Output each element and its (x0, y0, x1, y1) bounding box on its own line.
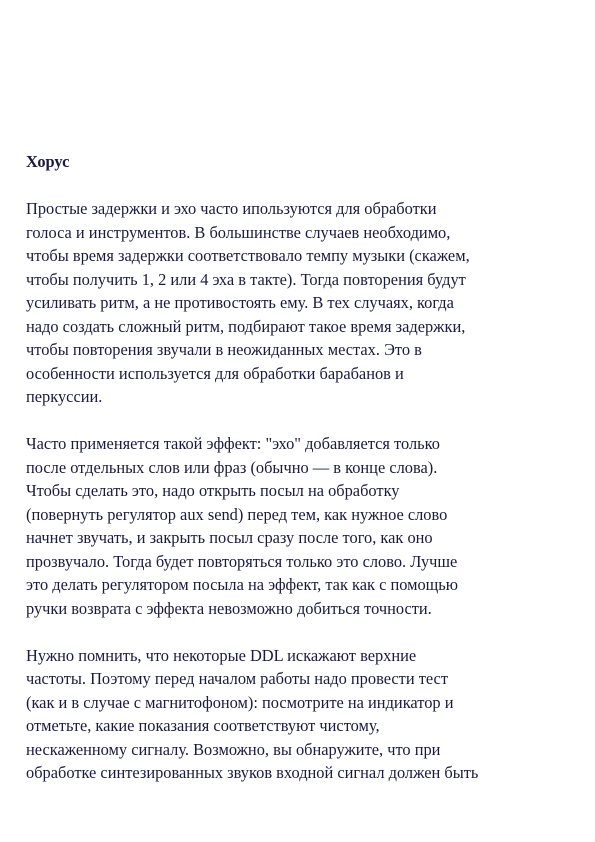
paragraph-line: чтобы получить 1, 2 или 4 эха в такте). Тогда повторения будут (26, 269, 466, 289)
document-body (26, 150, 571, 808)
paragraph-line: прозвучало. Тогда будет повторяться только это слово. Лучше (26, 551, 458, 571)
paragraph-line: усиливать ритм, а не противостоять ему. В тех случаях, когда (26, 293, 454, 312)
paragraph-line: нескаженному сигналу. Возможно, вы обнаружите, что при (26, 739, 441, 759)
paragraph-line: (как и в случае с магнитофоном): посмотрите на индикатор и (26, 692, 454, 712)
paragraph-1 (26, 197, 571, 409)
paragraph-line: особенности используется для обработки барабанов и (26, 363, 404, 383)
section-heading: Хорус (26, 152, 70, 171)
paragraph-line: голоса и инструментов. В большинстве случаев необходимо, (26, 222, 451, 242)
paragraph-line: чтобы время задержки соответствовало темпу музыки (скажем, (26, 246, 470, 265)
paragraph-line: надо создать сложный ритм, подбирают такое время задержки, (26, 316, 466, 336)
paragraph-line: после отдельных слов или фраз (обычно — в конце слова). (26, 457, 438, 477)
paragraph-line: отметьте, какие показания соответствуют чистому, (26, 716, 380, 735)
paragraph-line: Нужно помнить, что некоторые DDL искажают верхние (26, 645, 417, 665)
paragraph-line: Чтобы сделать это, надо открыть посыл на обработку (26, 481, 400, 500)
paragraph-line: обработке синтезированных звуков входной сигнал должен быть (26, 763, 479, 782)
paragraph-line: частоты. Поэтому перед началом работы надо провести тест (26, 669, 448, 688)
paragraph-line: (повернуть регулятор aux send) перед тем, как нужное слово (26, 504, 448, 524)
paragraph-line: начнет звучать, и закрыть посыл сразу после того, как оно (26, 528, 433, 547)
paragraph-2 (26, 432, 571, 620)
paragraph-3 (26, 644, 571, 785)
paragraph-line: Простые задержки и эхо часто ипользуются для обработки (26, 199, 437, 218)
paragraph-line: чтобы повторения звучали в неожиданных местах. Это в (26, 340, 422, 359)
paragraph-line: Часто применяется такой эффект: "эхо" добавляется только (26, 434, 440, 453)
paragraph-line: перкуссии. (26, 387, 103, 406)
paragraph-line: ручки возврата с эффекта невозможно добиться точности. (26, 598, 432, 618)
paragraph-line: это делать регулятором посыла на эффект, так как с помощью (26, 575, 459, 594)
